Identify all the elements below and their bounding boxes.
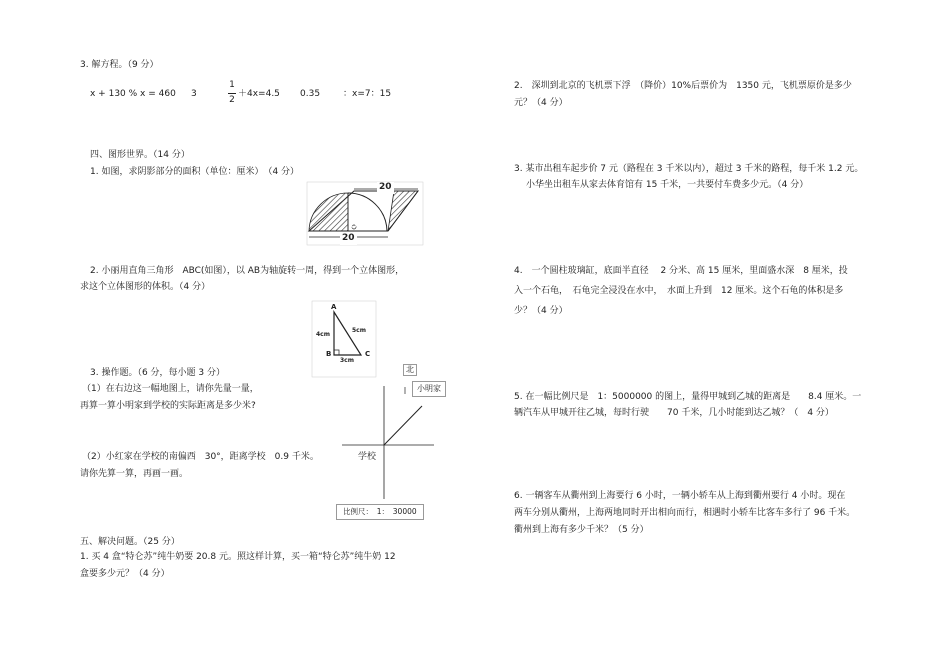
geometry-q3-1-line2: 再算一算小明家到学校的实际距离是多少米? (80, 401, 256, 411)
problem-5-line2: 辆汽车从甲城开往乙城，每时行驶 70 千米，几小时能到达乙城？（ 4 分） (514, 408, 834, 418)
triangle-hypotenuse-label: 5cm (352, 327, 366, 334)
problem-3-line2: 小华坐出租车从家去体育馆有 15 千米，一共要付车费多少元。（4 分） (526, 180, 809, 190)
triangle-bottom-label: 3cm (340, 357, 354, 364)
problem-6-line3: 衢州到上海有多少千米？（5 分） (514, 525, 649, 535)
figure1-bottom-label: 20 (342, 233, 355, 243)
geometry-q3-1-line1: （1）在右边这一幅地图上，请你先量一量， (82, 384, 259, 394)
equation-2-fraction (228, 80, 236, 106)
fraction-numerator: 1 (229, 80, 235, 90)
map-scale-label: 比例尺： 1： 30000 (336, 504, 424, 520)
triangle-left-side-label: 4cm (316, 331, 330, 338)
map-home-label: 小明家 (412, 381, 446, 397)
fraction-bar (228, 93, 236, 94)
geometry-q1: 1. 如图，求阴影部分的面积（单位：厘米） （4 分） (90, 167, 300, 177)
equation-3-b: ：x=7：15 (343, 89, 392, 99)
equation-3-a: 0.35 (300, 89, 321, 99)
fraction-denominator: 2 (229, 94, 235, 105)
geometry-q2-line1: 2. 小丽用直角三角形 ABC(如图），以 AB为轴旋转一周，得到一个立体图形， (90, 266, 405, 276)
equation-2-suffix: ＋4x=4.5 (238, 89, 280, 99)
problem-5-line1: 5. 在一幅比例尺是 1：5000000 的图上，量得甲城到乙城的距离是 8.4 厘米。一 (514, 392, 862, 402)
equation-2-prefix: 3 (191, 89, 197, 99)
geometry-q2-line2: 求这个立体图形的体积。（4 分） (80, 282, 211, 292)
figure1-center-label: O (351, 222, 357, 230)
right-triangle-figure (311, 300, 377, 378)
problem-2-line2: 元？（4 分） (514, 98, 568, 108)
problem-6-line2: 两车分别从衢州，上海两地同时开出相向而行，相遇时小轿车比客车多行了 96 千米。 (514, 508, 856, 518)
problem-1-line2: 盒要多少元？（4 分） (80, 569, 170, 579)
triangle-vertex-b: B (326, 350, 332, 358)
problem-2-line1: 2. 深圳到北京的飞机票下浮 （降价）10%后票价为 1350 元，飞机票原价是多少 (514, 81, 852, 91)
map-north-label: 北 (403, 364, 417, 376)
map-figure (340, 384, 440, 514)
shaded-area-figure (306, 181, 426, 247)
problem-1-line1: 1. 买 4 盒“特仑苏”纯牛奶要 20.8 元。照这样计算，买一箱“特仑苏”纯牛奶 12 (80, 552, 396, 562)
problem-3-line1: 3. 某市出租车起步价 7 元（路程在 3 千米以内），超过 3 千米的路程，每千米 1.2 元。 (514, 164, 864, 174)
q3-title: 3. 解方程。（9 分） (80, 60, 159, 70)
problem-4-line2: 入一个石龟， 石龟完全浸没在水中， 水面上升到 12 厘米。这个石龟的体积是多 (514, 286, 844, 296)
section-5-title: 五、解决问题。（25 分） (80, 537, 180, 547)
problem-4-line3: 少？（4 分） (514, 306, 568, 316)
triangle-vertex-c: C (365, 350, 371, 358)
figure1-top-label: 20 (379, 182, 392, 192)
equation-1: x + 130 % x = 460 (90, 89, 176, 99)
problem-4-line1: 4. 一个圆柱玻璃缸，底面半直径 2 分米、高 15 厘米，里面盛水深 8 厘米，投 (514, 266, 848, 276)
geometry-q3-title: 3. 操作题。（6 分，每小题 3 分） (90, 368, 225, 378)
triangle-vertex-a: A (331, 303, 337, 311)
problem-6-line1: 6. 一辆客车从衢州到上海要行 6 小时，一辆小轿车从上海到衢州要行 4 小时。现在 (514, 491, 846, 501)
geometry-q3-2-line2: 请你先算一算，再画一画。 (80, 469, 189, 479)
geometry-q3-2-line1: （2）小红家在学校的南偏西 30°，距离学校 0.9 千米。 (82, 452, 319, 462)
section-4-title: 四、图形世界。（14 分） (90, 150, 190, 160)
map-school-label: 学校 (358, 452, 377, 462)
